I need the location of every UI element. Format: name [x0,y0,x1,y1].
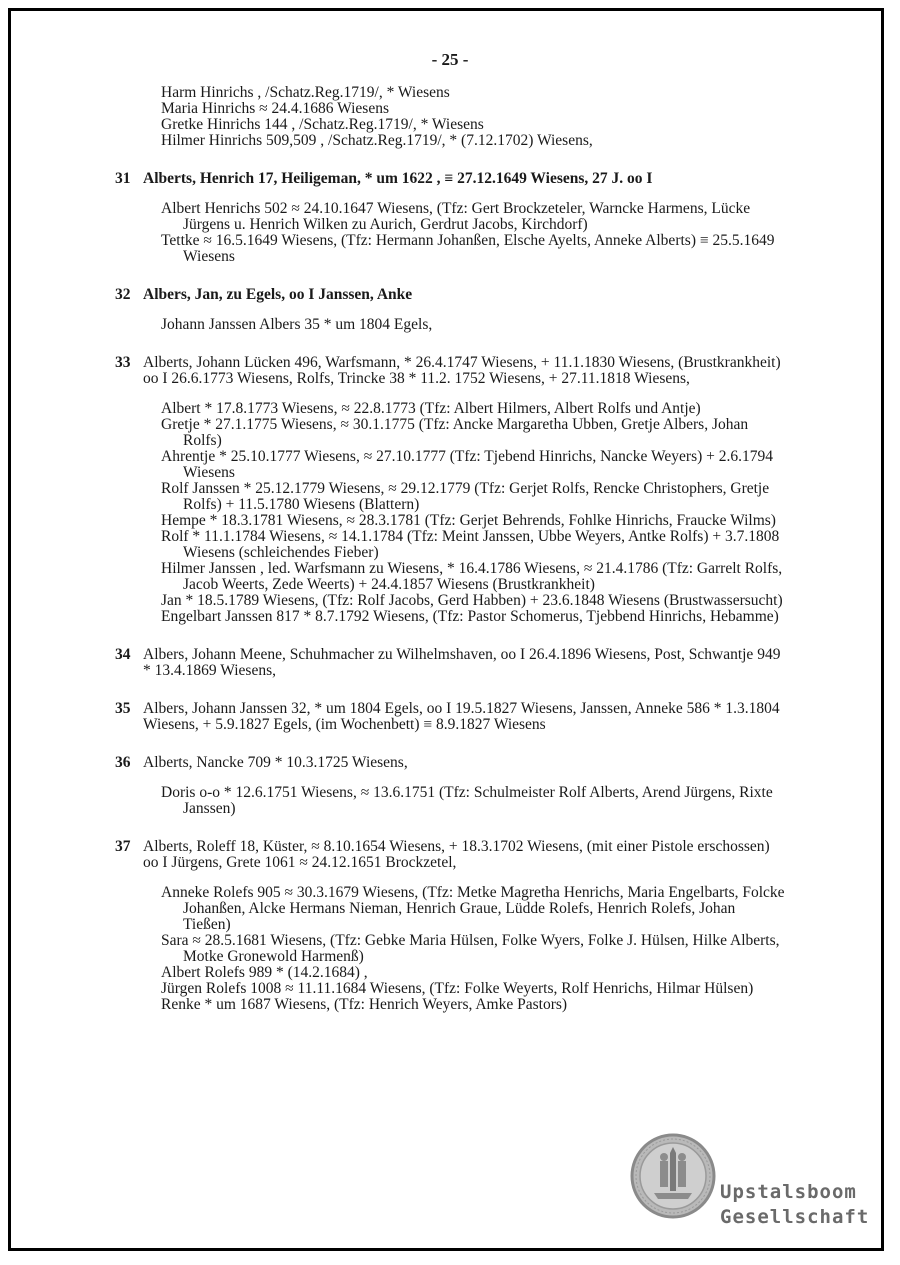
entry-number: 35 [115,700,131,717]
entry-head: Alberts, Nancke 709 * 10.3.1725 Wiesens, [143,754,408,771]
entry-number: 34 [115,646,131,663]
entry-36 [115,755,785,817]
list-item: Harm Hinrichs , /Schatz.Reg.1719/, * Wiesens [161,84,450,101]
child-item: Ahrentje * 25.10.1777 Wiesens, ≈ 27.10.1777 (Tfz: Tjebend Hinrichs, Nancke Weyers) + 2.6.1794 Wiesens [161,448,774,481]
entry-37 [115,839,785,1013]
entry-34 [115,647,785,679]
entry-head: Albers, Johann Meene, Schuhmacher zu Wilhelmshaven, oo I 26.4.1896 Wiesens, Post, Schwantje 949 * 13.4.1869 Wiesens, [143,646,781,679]
list-item: Gretke Hinrichs 144 , /Schatz.Reg.1719/, * Wiesens [161,116,484,133]
entry-number: 31 [115,170,131,187]
child-item: Albert Rolefs 989 * (14.2.1684) , [161,964,368,981]
child-item: Albert Henrichs 502 ≈ 24.10.1647 Wiesens, (Tfz: Gert Brockzeteler, Warncke Harmens, Lücke Jürgens u. Henrich Wilken zu Aurich, Gerdrut Jacobs, Kirchdorf) [161,200,751,233]
continuation-list [161,85,785,149]
child-item: Tettke ≈ 16.5.1649 Wiesens, (Tfz: Hermann Johanßen, Elsche Ayelts, Anneke Alberts) ≡ 25.5.1649 Wiesens [161,232,775,265]
child-item: Rolf * 11.1.1784 Wiesens, ≈ 14.1.1784 (Tfz: Meint Janssen, Ubbe Weyers, Antke Rolfs) + 3.7.1808 Wiesens (schleichendes Fieber) [161,528,780,561]
child-item: Anneke Rolefs 905 ≈ 30.3.1679 Wiesens, (Tfz: Metke Magretha Henrichs, Maria Engelbarts, Folcke Johanßen, Alcke Hermans Nieman, Henrich Graue, Lüdde Rolefs, Henrich Rolefs, Johan Tießen) [161,884,785,933]
page-number: - 25 - [431,50,469,69]
child-item: Renke * um 1687 Wiesens, (Tfz: Henrich Weyers, Amke Pastors) [161,996,568,1013]
child-item: Doris o-o * 12.6.1751 Wiesens, ≈ 13.6.1751 (Tfz: Schulmeister Rolf Alberts, Arend Jürgens, Rixte Janssen) [161,784,773,817]
child-item: Albert * 17.8.1773 Wiesens, ≈ 22.8.1773 (Tfz: Albert Hilmers, Albert Rolfs und Antje) [161,400,701,417]
entry-number: 32 [115,286,131,303]
child-item: Hilmer Janssen , led. Warfsmann zu Wiesens, * 16.4.1786 Wiesens, ≈ 21.4.1786 (Tfz: Garrelt Rolfs, Jacob Weerts, Zede Weerts) + 24.4.1857 Wiesens (Brustkrankheit) [161,560,783,593]
child-item: Hempe * 18.3.1781 Wiesens, ≈ 28.3.1781 (Tfz: Gerjet Behrends, Fohlke Hinrichs, Fraucke Wilms) [161,512,776,529]
entry-33 [115,355,785,625]
document-body [115,85,785,1013]
society-name [720,1180,869,1230]
entry-number: 36 [115,754,131,771]
child-item: Jürgen Rolefs 1008 ≈ 11.11.1684 Wiesens, (Tfz: Folke Weyerts, Rolf Henrichs, Hilmar Hülsen) [161,980,754,997]
child-item: Johann Janssen Albers 35 * um 1804 Egels, [161,316,433,333]
entry-head: Alberts, Henrich 17, Heiligeman, * um 1622 , ≡ 27.12.1649 Wiesens, 27 J. oo I [143,170,653,187]
entry-31 [115,171,785,265]
entry-head: Alberts, Johann Lücken 496, Warfsmann, * 26.4.1747 Wiesens, + 11.1.1830 Wiesens, (Brustkrankheit) oo I 26.6.1773 Wiesens, Rolfs, Trincke 38 * 11.2. 1752 Wiesens, + 27.11.1818 Wiesens, [143,354,781,387]
child-item: Engelbart Janssen 817 * 8.7.1792 Wiesens, (Tfz: Pastor Schomerus, Tjebbend Hinrichs, Hebamme) [161,608,779,625]
logo-line-1: Upstalsboom [720,1181,857,1203]
list-item: Maria Hinrichs ≈ 24.4.1686 Wiesens [161,100,390,117]
list-item: Hilmer Hinrichs 509,509 , /Schatz.Reg.1719/, * (7.12.1702) Wiesens, [161,132,593,149]
logo-line-2: Gesellschaft [720,1206,870,1228]
child-item: Sara ≈ 28.5.1681 Wiesens, (Tfz: Gebke Maria Hülsen, Folke Wyers, Folke J. Hülsen, Hilke Alberts, Motke Gronewold Harmenß) [161,932,780,965]
child-item: Rolf Janssen * 25.12.1779 Wiesens, ≈ 29.12.1779 (Tfz: Gerjet Rolfs, Rencke Christophers, Gretje Rolfs) + 11.5.1780 Wiesens (Blattern) [161,480,770,513]
entry-35 [115,701,785,733]
entry-number: 37 [115,838,131,855]
entry-head: Albers, Jan, zu Egels, oo I Janssen, Anke [143,286,413,303]
entry-head: Albers, Johann Janssen 32, * um 1804 Egels, oo I 19.5.1827 Wiesens, Janssen, Anneke 586 * 1.3.1804 Wiesens, + 5.9.1827 Egels, (im Wochenbett) ≡ 8.9.1827 Wiesens [143,700,780,733]
child-item: Gretje * 27.1.1775 Wiesens, ≈ 30.1.1775 (Tfz: Ancke Margaretha Ubben, Gretje Albers, Johan Rolfs) [161,416,749,449]
child-item: Jan * 18.5.1789 Wiesens, (Tfz: Rolf Jacobs, Gerd Habben) + 23.6.1848 Wiesens (Brustwassersucht) [161,592,783,609]
seal-logo-icon [630,1133,716,1219]
entry-head: Alberts, Roleff 18, Küster, ≈ 8.10.1654 Wiesens, + 18.3.1702 Wiesens, (mit einer Pistole erschossen) oo I Jürgens, Grete 1061 ≈ 24.12.1651 Brockzetel, [143,838,770,871]
entry-32 [115,287,785,333]
entry-number: 33 [115,354,131,371]
